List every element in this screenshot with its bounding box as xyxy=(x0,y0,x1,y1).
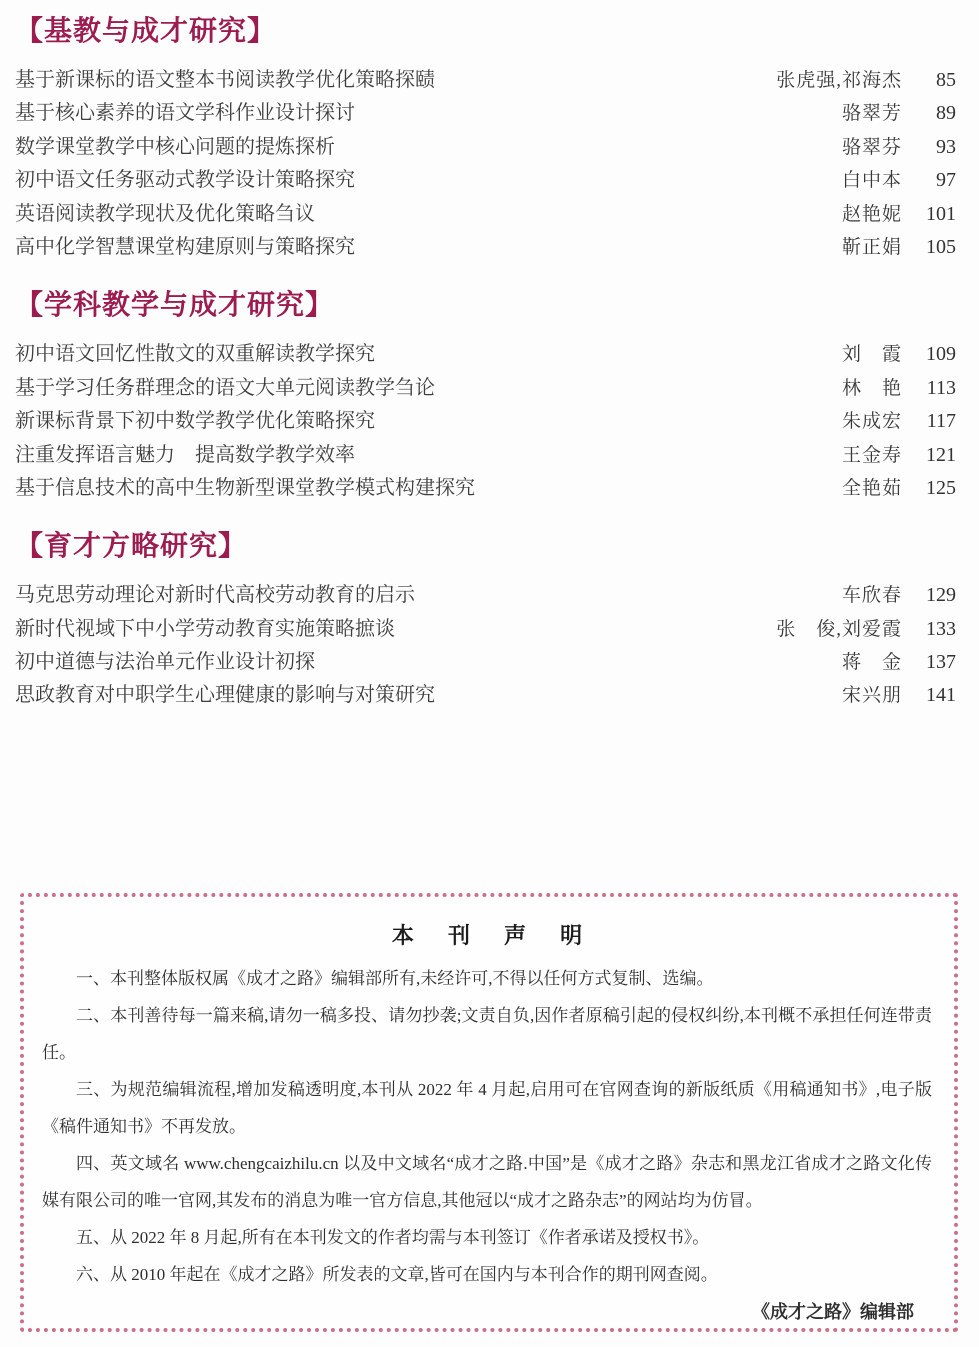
article-page-number: 137 xyxy=(926,651,956,674)
toc-section-yucai xyxy=(15,529,956,712)
table-row xyxy=(15,578,956,611)
article-title: 基于新课标的语文整本书阅读教学优化策略探赜 xyxy=(15,69,435,91)
table-row xyxy=(15,163,956,196)
table-row xyxy=(15,678,956,711)
table-row xyxy=(15,63,956,96)
statement-item-2: 二、本刊善待每一篇来稿,请勿一稿多投、请勿抄袭;文责自负,因作者原稿引起的侵权纠纷,本刊概不承担任何连带责任。 xyxy=(42,1006,932,1062)
table-row xyxy=(15,130,956,163)
section-header: 【学科教学与成才研究】 xyxy=(15,289,335,321)
article-authors: 宋兴朋 xyxy=(841,685,902,707)
article-page-number: 105 xyxy=(926,235,956,258)
statement-signature: 《成才之路》编辑部 xyxy=(752,1302,914,1322)
toc-section-jijiao xyxy=(15,14,956,263)
article-title: 英语阅读教学现状及优化策略刍议 xyxy=(15,202,315,225)
table-row xyxy=(15,404,956,437)
article-title: 初中语文任务驱动式教学设计策略探究 xyxy=(15,169,355,192)
article-title: 高中化学智慧课堂构建原则与策略探究 xyxy=(15,235,355,258)
article-page-number: 93 xyxy=(936,135,956,158)
article-page-number: 101 xyxy=(926,202,956,225)
article-title: 注重发挥语言魅力 提高数学教学效率 xyxy=(15,443,355,466)
section-header: 【基教与成才研究】 xyxy=(15,15,277,46)
article-page-number: 121 xyxy=(926,443,956,466)
article-authors: 林 艳 xyxy=(841,377,902,399)
table-row xyxy=(15,645,956,678)
article-title: 初中道德与法治单元作业设计初探 xyxy=(15,651,315,674)
article-page-number: 141 xyxy=(926,684,956,707)
article-title: 基于学习任务群理念的语文大单元阅读教学刍论 xyxy=(15,376,435,399)
article-authors: 赵艳妮 xyxy=(841,203,902,225)
article-authors: 张 俊,刘爱霞 xyxy=(776,618,902,640)
article-title: 基于核心素养的语文学科作业设计探讨 xyxy=(15,102,355,125)
article-page-number: 133 xyxy=(926,617,956,640)
article-title: 新时代视域下中小学劳动教育实施策略摭谈 xyxy=(15,617,395,640)
article-page-number: 85 xyxy=(936,69,956,91)
article-page-number: 125 xyxy=(926,476,956,499)
article-title: 基于信息技术的高中生物新型课堂教学模式构建探究 xyxy=(15,476,475,499)
statement-item-5: 五、从 2022 年 8 月起,所有在本刊发文的作者均需与本刊签订《作者承诺及授权书》。 xyxy=(76,1228,710,1247)
article-authors: 车欣春 xyxy=(841,585,902,607)
article-title: 思政教育对中职学生心理健康的影响与对策研究 xyxy=(15,684,435,707)
article-authors: 朱成宏 xyxy=(841,411,902,433)
article-title: 数学课堂教学中核心问题的提炼探析 xyxy=(15,135,335,158)
table-row xyxy=(15,96,956,129)
article-authors: 白中本 xyxy=(841,170,902,192)
table-row xyxy=(15,337,956,370)
journal-statement-box xyxy=(20,893,958,1332)
article-authors: 骆翠芬 xyxy=(841,136,902,158)
statement-item-3: 三、为规范编辑流程,增加发稿透明度,本刊从 2022 年 4 月起,启用可在官网查询的新版纸质《用稿通知书》,电子版《稿件通知书》不再发放。 xyxy=(42,1080,932,1136)
article-title: 初中语文回忆性散文的双重解读教学探究 xyxy=(15,343,375,366)
section-header: 【育才方略研究】 xyxy=(15,530,248,562)
article-authors: 全艳茹 xyxy=(841,477,902,499)
article-title: 马克思劳动理论对新时代高校劳动教育的启示 xyxy=(15,584,415,607)
article-authors: 张虎强,祁海杰 xyxy=(776,70,902,91)
article-page-number: 113 xyxy=(926,376,956,399)
article-page-number: 109 xyxy=(926,343,956,366)
article-authors: 靳正娟 xyxy=(841,236,902,258)
article-page-number: 89 xyxy=(936,102,956,125)
table-row xyxy=(15,230,956,263)
article-authors: 刘 霞 xyxy=(841,344,902,366)
statement-item-1: 一、本刊整体版权属《成才之路》编辑部所有,未经许可,不得以任何方式复制、选编。 xyxy=(76,969,714,988)
table-row xyxy=(15,438,956,471)
article-page-number: 129 xyxy=(926,584,956,607)
table-row xyxy=(15,471,956,504)
table-row xyxy=(15,612,956,645)
statement-item-6: 六、从 2010 年起在《成才之路》所发表的文章,皆可在国内与本刊合作的期刊网查阅。 xyxy=(76,1265,718,1284)
toc-section-xueke xyxy=(15,288,956,504)
article-authors: 骆翠芳 xyxy=(841,103,902,125)
article-authors: 蒋 金 xyxy=(841,652,902,674)
article-authors: 王金寿 xyxy=(841,444,902,466)
statement-item-4: 四、英文域名 www.chengcaizhilu.cn 以及中文域名“成才之路.中国”是《成才之路》杂志和黑龙江省成才之路文化传媒有限公司的唯一官网,其发布的消息为唯一官方信息,其他冠以“成才之路杂志”的网站均为仿冒。 xyxy=(42,1154,932,1210)
article-page-number: 117 xyxy=(926,410,956,433)
article-title: 新课标背景下初中数学教学优化策略探究 xyxy=(15,410,375,433)
statement-title: 本 刊 声 明 xyxy=(391,923,597,948)
table-row xyxy=(15,197,956,230)
table-row xyxy=(15,371,956,404)
article-page-number: 97 xyxy=(936,169,956,192)
